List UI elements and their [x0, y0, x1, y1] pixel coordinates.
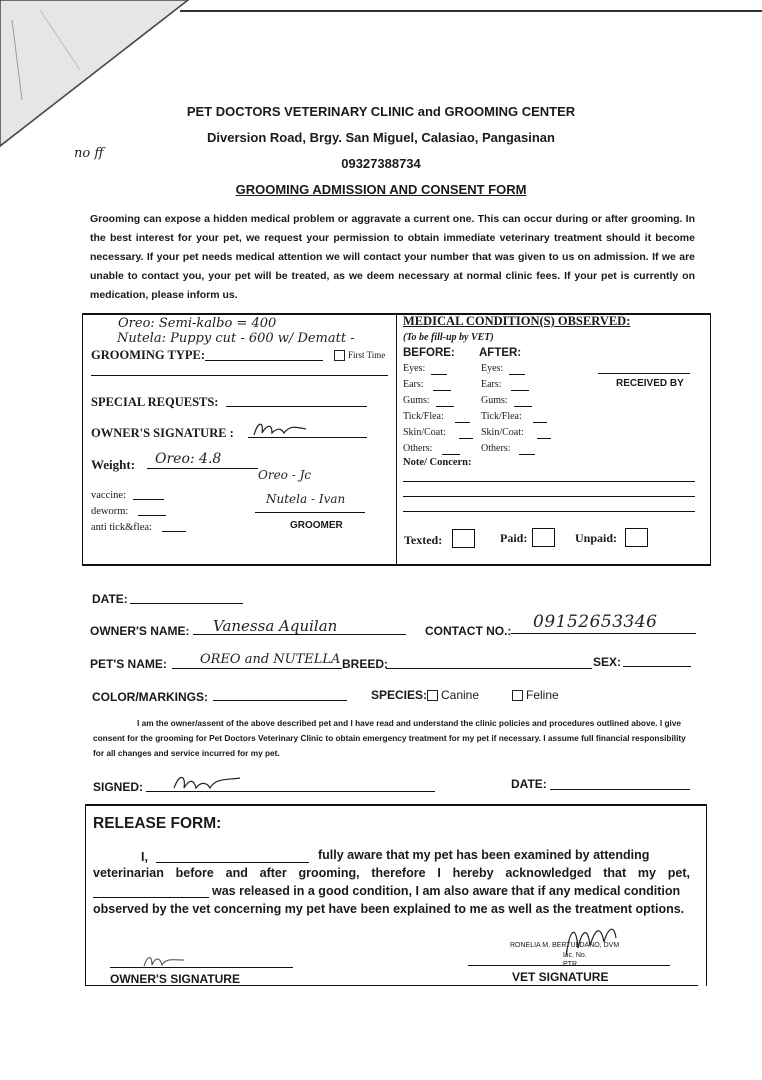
after-others-line — [519, 454, 535, 455]
pet-name-line — [172, 668, 342, 669]
before-skin-coat-line — [459, 438, 473, 439]
release-pet-line — [93, 897, 209, 898]
owner-signature-label: OWNER'S SIGNATURE : — [91, 426, 234, 440]
paid-checkbox[interactable] — [532, 528, 555, 547]
before-label: BEFORE: — [403, 347, 455, 359]
pet-name-value: OREO and NUTELLA — [200, 652, 341, 667]
signed-date-line — [550, 789, 690, 790]
before-eyes: Eyes: — [403, 363, 426, 374]
paid-label: Paid: — [500, 531, 528, 545]
before-tick-flea: Tick/Flea: — [403, 411, 444, 422]
owner-name-value: Vanessa Aquilan — [213, 617, 338, 635]
groomer-line — [255, 512, 365, 513]
received-by-label: RECEIVED BY — [616, 378, 684, 389]
special-requests-label: SPECIAL REQUESTS: — [91, 395, 219, 409]
table-divider — [396, 313, 397, 564]
release-text-2: veterinarian before and after grooming, therefore I hereby acknowledged that my pet, — [93, 866, 690, 880]
first-time-label: First Time — [348, 350, 386, 360]
received-by-line — [598, 373, 690, 374]
clinic-phone: 09327388734 — [341, 156, 421, 171]
signed-date-label: DATE: — [511, 777, 547, 791]
feline-checkbox[interactable] — [512, 690, 523, 701]
canine-checkbox[interactable] — [427, 690, 438, 701]
owner-signature-scribble — [250, 417, 310, 441]
folded-corner — [0, 0, 190, 150]
release-text-4: observed by the vet concerning my pet have been explained to me as well as the treatment options. — [93, 902, 685, 916]
release-text-1: fully aware that my pet has been examined by attending — [318, 848, 650, 862]
grooming-type-label: GROOMING TYPE: — [91, 348, 206, 362]
species-label: SPECIES: — [371, 688, 428, 702]
contact-label: CONTACT NO.: — [425, 624, 512, 638]
groomer-1: Oreo - Jc — [258, 468, 312, 482]
after-ears-line — [511, 390, 529, 391]
owner-release-signature-label: OWNER'S SIGNATURE — [110, 972, 240, 986]
after-eyes: Eyes: — [481, 363, 504, 374]
before-tick-flea-line — [455, 422, 470, 423]
release-title: RELEASE FORM: — [93, 815, 222, 832]
grooming-type-line-2 — [91, 375, 388, 376]
groomer-2: Nutela - Ivan — [266, 492, 346, 506]
before-skin-coat: Skin/Coat: — [403, 427, 446, 438]
note-line-1 — [403, 481, 695, 482]
note-line-3 — [403, 511, 695, 512]
vaccine-label: vaccine: — [91, 490, 126, 501]
vet-signature-scribble — [560, 918, 620, 962]
note-concern-label: Note/ Concern: — [403, 457, 472, 468]
after-ears: Ears: — [481, 379, 502, 390]
after-tick-flea-line — [533, 422, 547, 423]
sex-line — [623, 666, 691, 667]
breed-label: BREED: — [342, 657, 389, 671]
grooming-hw-line1: Oreo: Semi-kalbo = 400 — [118, 316, 277, 331]
clinic-name: PET DOCTORS VETERINARY CLINIC and GROOMING CENTER — [186, 104, 576, 119]
vet-signature-line — [468, 965, 670, 966]
note-line-2 — [403, 496, 695, 497]
release-name-line — [156, 862, 309, 863]
medical-subtitle: (To be fill-up by VET) — [403, 332, 494, 343]
anti-tick-line — [162, 531, 186, 532]
before-ears: Ears: — [403, 379, 424, 390]
deworm-line — [138, 515, 166, 516]
before-ears-line — [433, 390, 451, 391]
canine-label: Canine — [441, 688, 480, 702]
contact-value: 09152653346 — [533, 612, 658, 632]
after-others: Others: — [481, 443, 511, 454]
after-skin-coat: Skin/Coat: — [481, 427, 524, 438]
release-text-3: was released in a good condition, I am also aware that if any medical condition — [212, 884, 681, 898]
feline-label: Feline — [526, 688, 559, 702]
sex-label: SEX: — [593, 655, 622, 669]
weight-line — [147, 468, 258, 469]
deworm-label: deworm: — [91, 506, 129, 517]
vaccine-line — [133, 499, 164, 500]
top-border — [180, 10, 762, 12]
intro-paragraph: Grooming can expose a hidden medical problem or aggravate a current one. This can occur during or after grooming. In the best interest for your pet, we request your permission to obtain immediate veterinary treatment should it become necessary. If your pet needs medical attention we will contact your number that was given to us on admission. If we are unable to contact you, your pet will be treated, as we deem necessary at normal clinic fees. If your pet is currently on medication, please inform us. — [90, 213, 695, 301]
vet-ptr: PTR — [563, 961, 577, 968]
after-tick-flea: Tick/Flea: — [481, 411, 522, 422]
date-label: DATE: — [92, 592, 128, 606]
grooming-type-line — [205, 360, 323, 361]
medical-title: MEDICAL CONDITION(S) OBSERVED: — [403, 314, 631, 328]
after-gums: Gums: — [481, 395, 508, 406]
after-gums-line — [514, 406, 532, 407]
before-others: Others: — [403, 443, 433, 454]
vet-signature-label: VET SIGNATURE — [512, 970, 609, 984]
weight-value: Oreo: 4.8 — [155, 451, 222, 467]
breed-line — [386, 668, 592, 669]
owner-name-label: OWNER'S NAME: — [90, 624, 190, 638]
vet-license: Lic. No. — [563, 952, 587, 959]
groomer-label: GROOMER — [290, 520, 343, 531]
before-gums-line — [436, 406, 454, 407]
before-eyes-line — [431, 374, 447, 375]
color-markings-label: COLOR/MARKINGS: — [92, 690, 208, 704]
before-others-line — [442, 454, 460, 455]
before-gums: Gums: — [403, 395, 430, 406]
pet-name-label: PET'S NAME: — [90, 657, 167, 671]
first-time-checkbox[interactable] — [334, 350, 345, 361]
vet-name: RONELIA M. BERTULDANO, DVM — [510, 942, 620, 949]
clinic-address: Diversion Road, Brgy. San Miguel, Calasiao, Pangasinan — [207, 130, 555, 145]
feline-option[interactable] — [512, 688, 559, 702]
date-line — [130, 603, 243, 604]
first-time-option[interactable] — [334, 350, 385, 361]
texted-checkbox[interactable] — [452, 529, 475, 548]
canine-option[interactable] — [427, 688, 479, 702]
unpaid-label: Unpaid: — [575, 531, 618, 545]
margin-note: no ff — [74, 146, 104, 161]
weight-label: Weight: — [91, 457, 136, 472]
consent-paragraph: I am the owner/assent of the above described pet and I have read and understand the clinic policies and procedures outlined above. I give consent for the grooming for Pet Doctors Veterinary Clinic to obtain emergency treatment for my pet if necessary. I assume full financial responsibility for all changes and service incurred for my pet. — [93, 718, 686, 758]
owner-release-signature-line — [110, 967, 293, 968]
release-i: I, — [141, 850, 148, 864]
after-skin-coat-line — [537, 438, 551, 439]
signed-signature-scribble — [170, 770, 245, 794]
texted-label: Texted: — [404, 533, 443, 547]
contact-line — [511, 633, 696, 634]
anti-tick-label: anti tick&flea: — [91, 522, 152, 533]
after-label: AFTER: — [479, 347, 522, 359]
form-title: GROOMING ADMISSION AND CONSENT FORM — [235, 182, 527, 197]
color-markings-line — [213, 700, 347, 701]
unpaid-checkbox[interactable] — [625, 528, 648, 547]
signed-label: SIGNED: — [93, 780, 144, 794]
special-requests-line — [226, 406, 367, 407]
after-eyes-line — [509, 374, 525, 375]
grooming-hw-line2: Nutela: Puppy cut - 600 w/ Dematt - — [117, 331, 355, 346]
